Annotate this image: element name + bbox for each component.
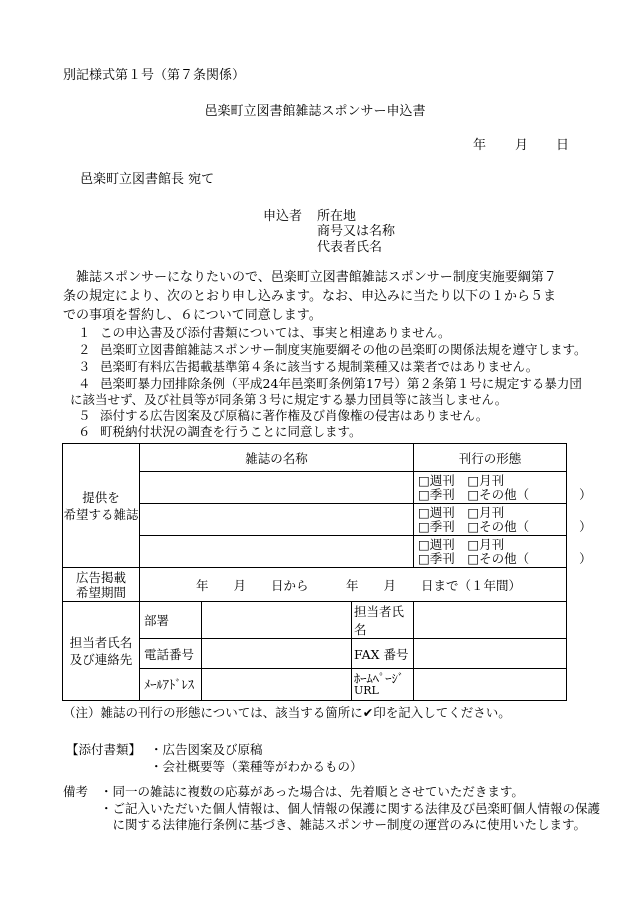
remark-line: ・ご記入いただいた個人情報は、個人情報の保護に関する法律及び邑楽町個人情報の保護 bbox=[100, 801, 601, 816]
contact-person-label: 担当者氏名 bbox=[352, 602, 414, 639]
attachments-label: 【添付書類】 bbox=[66, 742, 142, 757]
applicant-rep-label: 代表者氏名 bbox=[317, 240, 383, 255]
date-year: 年 bbox=[473, 138, 487, 153]
pledge-item: ５ 添付する広告図案及び原稿に著作権及び肖像権の侵害はありません。 bbox=[78, 408, 489, 423]
format-options-1[interactable]: □週刊 □月刊 □季刊 □その他（ ） bbox=[414, 472, 567, 504]
date-month: 月 bbox=[515, 138, 529, 153]
fax-label: FAX 番号 bbox=[352, 639, 414, 669]
attachment-item: ・広告図案及び原稿 bbox=[150, 742, 263, 757]
intro-paragraph bbox=[63, 268, 557, 325]
pledge-item: ４ 邑楽町暴力団排除条例（平成24年邑楽町条例第17号）第２条第１号に規定する暴力団 bbox=[78, 376, 582, 391]
publication-format-header: 刊行の形態 bbox=[414, 444, 567, 472]
homepage-label: ﾎｰﾑﾍﾟｰｼﾞ URL bbox=[352, 669, 414, 701]
ad-period-field[interactable]: 年 月 日から 年 月 日まで（１年間） bbox=[140, 568, 567, 602]
pledge-item-continued: に該当せず、及び社員等が同条第３号に規定する暴力団員等に該当しません。 bbox=[70, 392, 508, 407]
attachment-item: ・会社概要等（業種等がわかるもの） bbox=[150, 759, 363, 774]
magazine-name-input-3[interactable] bbox=[140, 536, 414, 568]
magazine-name-input-2[interactable] bbox=[140, 504, 414, 536]
applicant-company-label: 商号又は名称 bbox=[317, 224, 396, 239]
phone-input[interactable] bbox=[202, 639, 352, 669]
pledge-item: ２ 邑楽町立図書館雑誌スポンサー制度実施要綱その他の邑楽町の関係法規を遵守します。 bbox=[78, 342, 587, 357]
applicant-label: 申込者 bbox=[263, 209, 303, 224]
application-table bbox=[62, 443, 592, 701]
department-label: 部署 bbox=[140, 602, 202, 639]
provide-magazine-label: 提供を 希望する雑誌 bbox=[63, 444, 140, 568]
pledge-item: ６ 町税納付状況の調査を行うことに同意します。 bbox=[78, 424, 362, 439]
phone-label: 電話番号 bbox=[140, 639, 202, 669]
format-options-2[interactable]: □週刊 □月刊 □季刊 □その他（ ） bbox=[414, 504, 567, 536]
homepage-input[interactable] bbox=[414, 669, 567, 701]
remarks-label: 備考 bbox=[63, 784, 89, 799]
format-options-3[interactable]: □週刊 □月刊 □季刊 □その他（ ） bbox=[414, 536, 567, 568]
ad-period-label: 広告掲載 希望期間 bbox=[63, 568, 140, 602]
intro-line: 雑誌スポンサーになりたいので、邑楽町立図書館雑誌スポンサー制度実施要綱第７ bbox=[76, 270, 557, 285]
addressee: 邑楽町立図書館長 宛て bbox=[80, 172, 215, 187]
magazine-name-header: 雑誌の名称 bbox=[140, 444, 414, 472]
format-note: （注）雑誌の刊行の形態については、該当する箇所に✔印を記入してください。 bbox=[63, 705, 511, 720]
applicant-address-label: 所在地 bbox=[317, 209, 357, 224]
document-title: 邑楽町立図書館雑誌スポンサー申込書 bbox=[204, 104, 426, 119]
remark-line: ・同一の雑誌に複数の応募があった場合は、先着順とさせていただきます。 bbox=[100, 784, 524, 799]
fax-input[interactable] bbox=[414, 639, 567, 669]
intro-line: 条の規定により、次のとおり申し込みます。なお、申込みに当たり以下の１から５ま bbox=[63, 289, 556, 304]
pledge-item: ３ 邑楽町有料広告掲載基準第４条に該当する規制業種又は業者ではありません。 bbox=[78, 359, 539, 374]
contact-label: 担当者氏名 及び連絡先 bbox=[63, 602, 140, 701]
contact-person-input[interactable] bbox=[414, 602, 567, 639]
pledge-item: １ この申込書及び添付書類については、事実と相違ありません。 bbox=[78, 325, 451, 340]
remark-line: に関する法律施行条例に基づき、雑誌スポンサー制度の運営のみに使用いたします。 bbox=[100, 817, 587, 832]
intro-line: での事項を誓約し、６について同意します。 bbox=[63, 308, 322, 323]
email-input[interactable] bbox=[202, 669, 352, 701]
date-day: 日 bbox=[556, 138, 570, 153]
magazine-name-input-1[interactable] bbox=[140, 472, 414, 504]
email-label: ﾒｰﾙｱﾄﾞﾚｽ bbox=[140, 669, 202, 701]
department-input[interactable] bbox=[202, 602, 352, 639]
form-number-label: 別記様式第１号（第７条関係） bbox=[63, 68, 246, 83]
